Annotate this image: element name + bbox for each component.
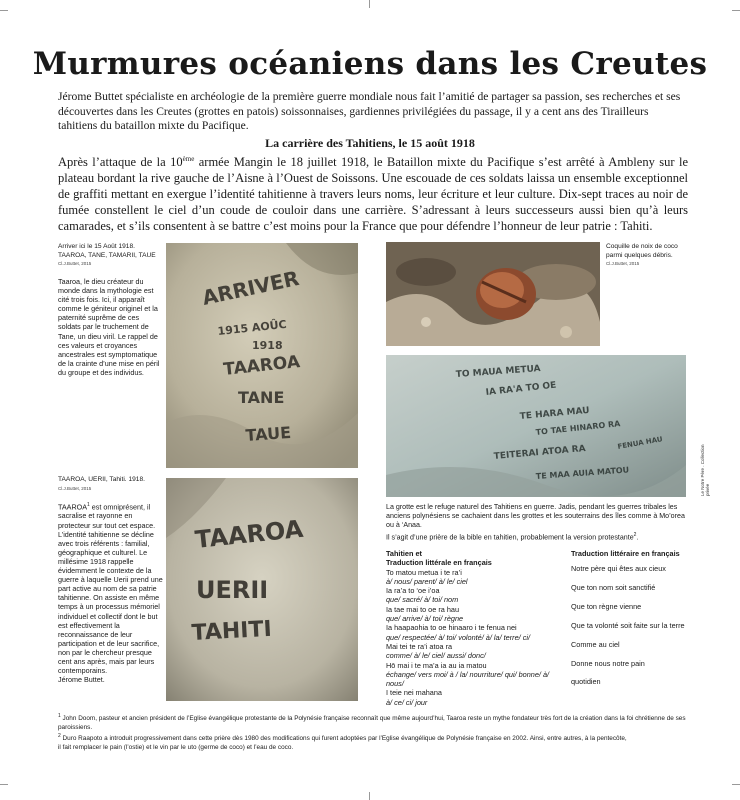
text-part: est omniprésent, il sacralise et rayonne en protecteur sur tout cet espace. L’identité tahitienne se décline avec trois référents : familial, géographique et culturel. Le millésime 1918 rappelle évidemment le contexte de la guerre à laquelle Uerii prend une part active au nom de sa patrie tahitienne. On assiste en même temps à un processus mémoriel individuel et collectif dont le but est effectivement la reconnaissance de leur participation et de leur sacrifice, non par le chercheur presque cent ans après, mais par leurs contemporains.	[58, 502, 163, 676]
column-header: Tahitien et	[386, 549, 422, 558]
caption-line	[386, 531, 686, 543]
graffiti-text: TAAROA	[193, 514, 305, 554]
main-paragraph	[58, 151, 688, 234]
graffiti-text: IA RA'A TO OE	[485, 380, 557, 398]
graffiti-photo-arriver	[166, 243, 358, 468]
caption-line: TAAROA, UERII, Tahiti. 1918.	[58, 476, 145, 483]
graffiti-text: TAHITI	[191, 616, 273, 646]
crop-mark	[732, 10, 740, 11]
stone-wall-image	[386, 355, 686, 497]
caption-line: TAAROA, TANE, TAMARII, TAUE	[58, 251, 156, 259]
superscript: 1	[58, 713, 61, 719]
tahitian-line: Hō mai i te ma’a ia au ia matou	[386, 660, 487, 670]
graffiti-text: TANE	[238, 388, 285, 407]
tahitian-line: I teie nei mahana	[386, 688, 442, 698]
footnote-2-cont: il fait remplacer le pain (l’ostie) et le vin par le uto (germe de coco) et l’eau de coco.	[58, 744, 294, 752]
tahitian-line: Mai tei te ra’i atoa ra	[386, 641, 453, 651]
graffiti-text: UERII	[196, 576, 269, 604]
french-translation-line: Donne nous notre pain	[571, 658, 645, 668]
literal-translation-line: que/ arrive/ à/ toi/ règne	[386, 614, 464, 624]
literal-translation-line: à/ ce/ ci/ jour	[386, 697, 428, 707]
graffiti-text: TAUE	[244, 422, 292, 445]
literal-translation-line: comme/ à/ le/ ciel/ aussi/ donc/	[386, 651, 486, 661]
photo1-caption	[58, 243, 163, 269]
tahitian-line: To matou metua i te ra’i	[386, 567, 462, 577]
main-paragraph-part: Après l’attaque de la 10	[58, 155, 183, 170]
text-part: TAAROA	[58, 502, 88, 512]
graffiti-text: 1918	[252, 339, 283, 352]
graffiti-text: TO MAUA METUA	[455, 364, 541, 380]
footnote-2	[58, 732, 688, 743]
literal-translation-line: que/ sacré/ à/ toi/ nom	[386, 595, 459, 605]
coconut-shell-photo	[386, 242, 600, 346]
tahitian-column	[386, 549, 566, 707]
signature-text: Jérome Buttet.	[58, 675, 105, 685]
french-translation-line: Que ton règne vienne	[571, 602, 642, 612]
main-paragraph-part: armée Mangin le 18 juillet 1918, le Bataillon mixte du Pacifique s’est arrêté à Ambleny sur le plateau bordant la rive gauche de l’Aisne à l’Ouest de Soissons. Une escouade de ces soldats laissa un ensemble exceptionnel de graffiti mettant en exergue l’identité tahitienne à travers leurs noms, leur écriture et leur culture. Dix-sept traces au noir de fumée constellent le ciel d’un coude de couloir dans une carrière. S’adressant à leurs successeurs aussi bien qu’à leurs camarades, et s’ils consentent à se battre c’est moins pour la France que pour défendre l’honneur de leur patrie : Tahiti.	[58, 155, 688, 234]
text-part: Il s’agit d’une prière de la bible en tahitien, probablement la version protestante	[386, 532, 634, 541]
superscript: 2	[58, 733, 61, 740]
photo-credit: Cl.J.Buttet, 2015	[58, 485, 92, 491]
photo4-vertical-credit: Le Notre Père . Collection privée	[700, 444, 710, 496]
cave-floor-image	[386, 242, 600, 346]
caption-line: Arriver ici le 15 Août 1918.	[58, 243, 135, 250]
graffiti-text: ARRIVER	[200, 265, 302, 310]
crop-mark	[0, 10, 8, 11]
graffiti-text: FENUA HAU	[616, 435, 664, 451]
caption-line: La grotte est le refuge naturel des Tahitiens en guerre. Jadis, pendant les guerres tribales les anciens polynésiens se cachaient dans les grottes et les souterrains des îles comme à Mo’orea ou à ‘Anaa.	[386, 503, 685, 530]
stone-wall-image	[166, 243, 358, 468]
graffiti-text: TAAROA	[222, 352, 301, 380]
footnotes	[58, 712, 688, 752]
graffiti-text: TEITERAI ATOA RA	[493, 443, 587, 462]
photo2-text	[58, 501, 164, 684]
french-translation-line: Notre père qui êtes aux cieux	[571, 564, 666, 574]
photo1-text: Taaroa, le dieu créateur du monde dans la mythologie est cité trois fois. Ici, il apparaît comme le géniteur originel et la paternité suprême de ces soldats par le truchement de Tane, un dieu viril. Le rappel de ces valeurs et croyances ancestrales est symptomatique de la crainte d’une mise en péril du groupe et des individus.	[58, 277, 160, 377]
literal-translation-line: échange/ vers moi/ à / la/ nourriture/ qui/ bonne/ à/ nous/	[386, 669, 550, 689]
crop-mark	[0, 784, 8, 785]
photo2-caption	[58, 476, 163, 493]
graffiti-text: 1915 AOÛC	[216, 317, 288, 338]
french-lines	[571, 564, 691, 686]
graffiti-text: TE HARA MAU	[519, 405, 590, 422]
caption-line: parmi quelques débris.	[606, 251, 673, 259]
intro-paragraph: Jérome Buttet spécialiste en archéologie de la première guerre mondiale nous fait l’amitié de partager sa passion, ses recherches et ses découvertes dans les Creutes (grottes en patois) soissonnaises, gardiennes privilégiées du passage, il y a cent ans des Tirailleurs tahitiens du bataillon mixte du Pacifique.	[58, 90, 681, 133]
photo3-caption	[606, 243, 696, 269]
column-header: Traduction littéraire en français	[571, 549, 680, 558]
tahitian-line: Ia tae mai to oe ra hau	[386, 604, 460, 614]
crop-mark	[369, 792, 370, 800]
crop-mark	[369, 0, 370, 8]
tahitian-line: Ia haapaohia to oe hinaaro i te fenua nei	[386, 623, 517, 633]
prayer-graffiti-photo	[386, 355, 686, 497]
caption-line: Coquille de noix de coco	[606, 243, 678, 250]
graffiti-text: TE MAA AUIA MATOU	[535, 465, 630, 481]
superscript: ème	[182, 155, 195, 163]
crop-mark	[732, 784, 740, 785]
photo-credit: Cl.J.Buttet, 2015	[606, 261, 640, 267]
literal-translation-line: à/ nous/ parent/ à/ le/ ciel	[386, 576, 468, 586]
text-part: John Doom, pasteur et ancien président de l’Eglise évangélique protestante de la Polynésie française reconnaît que même aujourd’hui, Taaroa reste un mythe fondateur très fort de la création dans la foi chrétienne de ses paroissiens.	[58, 715, 686, 732]
page-title: Murmures océaniens dans les Creutes	[32, 46, 708, 82]
superscript: 1	[87, 502, 90, 508]
graffiti-photo-taaroa	[166, 478, 358, 701]
french-translation-line: Comme au ciel	[571, 639, 620, 649]
text-part: .	[636, 532, 639, 541]
tahitian-line: Ia ra’a to ‘oe i’oa	[386, 586, 440, 596]
literal-translation-line: que/ respectée/ à/ toi/ volonté/ à/ la/ terre/ ci/	[386, 632, 530, 642]
french-translation-line: Que ton nom soit sanctifié	[571, 583, 656, 593]
french-translation-line: Que ta volonté soit faite sur la terre	[571, 620, 685, 630]
french-column	[571, 549, 691, 696]
photo-credit: Cl.J.Buttet, 2015	[58, 261, 92, 267]
prayer-caption	[386, 503, 686, 542]
column-header: Traduction littérale en français	[386, 558, 492, 568]
tahitian-lines	[386, 568, 566, 707]
graffiti-text: TO TAE HINARO RA	[535, 419, 621, 437]
text-part: Duro Raapoto a introduit progressivement dans cette prière dès 1980 des modifications qui furent adoptées par l’Eglise évangélique de Polynésie française en 2002. Ainsi, entre autres, à la pentecôte,	[60, 735, 627, 743]
french-translation-line: quotidien	[571, 677, 601, 687]
superscript: 2	[633, 531, 637, 538]
section-subtitle: La carrière des Tahitiens, le 15 août 1918	[265, 136, 475, 150]
footnote-1	[58, 712, 688, 732]
stone-wall-image	[166, 478, 358, 701]
